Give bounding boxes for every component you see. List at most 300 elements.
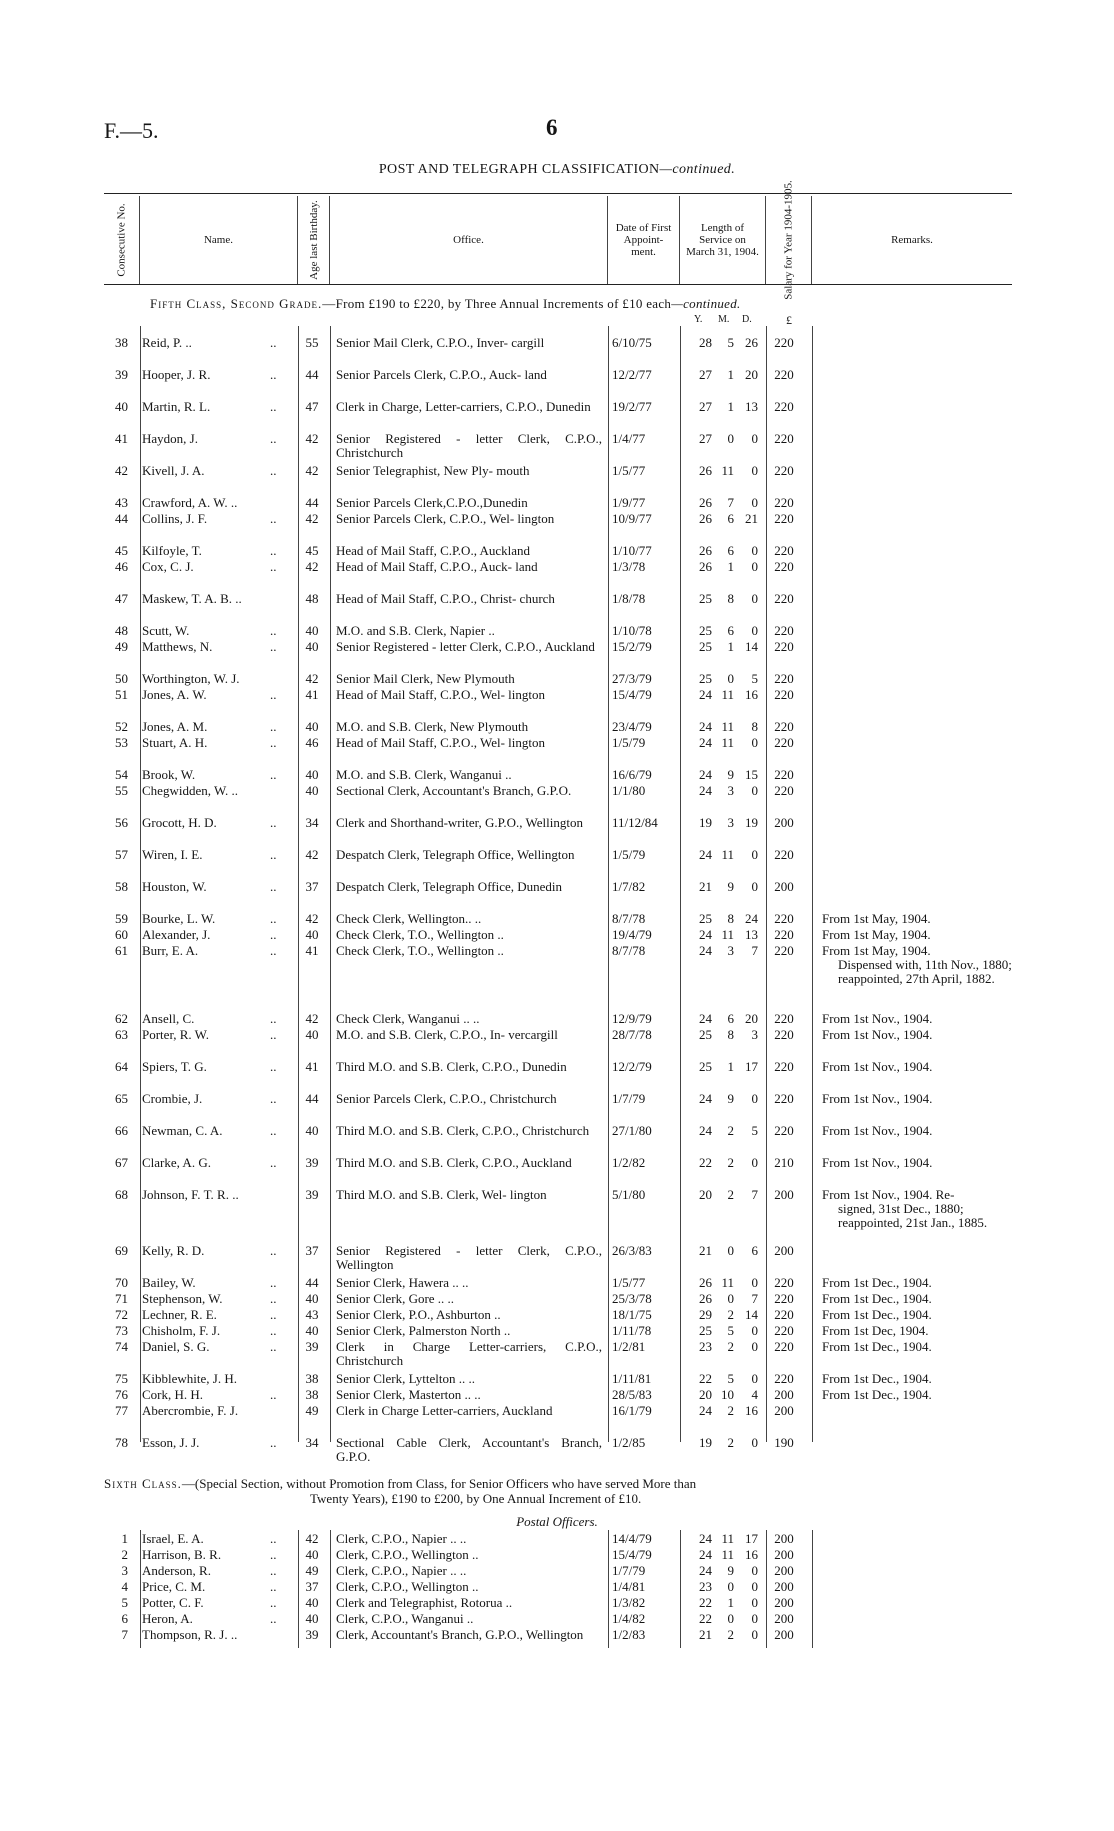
- office-cell: M.O. and S.B. Clerk, Napier ..: [336, 623, 495, 638]
- service-months: 9: [727, 1091, 734, 1106]
- appointment-date: 12/9/79: [612, 1011, 652, 1026]
- header-rule-bottom: [104, 284, 1012, 285]
- salary-cell: 220: [774, 1323, 794, 1338]
- office-cell: Senior Parcels Clerk, C.P.O., Wel- lington: [336, 511, 555, 526]
- office-cell: Head of Mail Staff, C.P.O., Auck- land: [336, 559, 538, 574]
- consecutive-no: 71: [115, 1291, 128, 1306]
- leader-dots: ..: [270, 927, 277, 942]
- remarks-cell: [822, 1388, 1012, 1402]
- appointment-date: 25/3/78: [612, 1291, 652, 1306]
- appointment-date: 19/4/79: [612, 927, 652, 942]
- office-cell: Senior Clerk, P.O., Ashburton ..: [336, 1307, 501, 1322]
- section-heading-sixth-class: Sixth Class.—(Special Section, without Promotion from Class, for Senior Officers who have served More than Twenty Years), £190 to £200, by One Annual Increment of £10.: [104, 1476, 697, 1506]
- service-days: 14: [745, 1307, 758, 1322]
- service-months: 0: [727, 1291, 734, 1306]
- service-days: 0: [751, 591, 758, 606]
- office-cell: Senior Registered - letter Clerk, C.P.O., Auckland: [336, 639, 595, 654]
- remarks-cell: [822, 1012, 1012, 1026]
- name-cell: Jones, A. M.: [142, 719, 208, 734]
- service-days: 4: [751, 1387, 758, 1402]
- service-years: 21: [699, 1243, 712, 1258]
- remarks-cell: [822, 1372, 1012, 1386]
- leader-dots: ..: [270, 1563, 277, 1578]
- name-cell: Chisholm, F. J.: [142, 1323, 221, 1338]
- age-cell: 44: [305, 367, 319, 382]
- office-cell: Clerk in Charge, Letter-carriers, C.P.O., Dunedin: [336, 399, 591, 414]
- service-months: 1: [727, 559, 734, 574]
- leader-dots: ..: [270, 1059, 277, 1074]
- name-cell: Ansell, C.: [142, 1011, 195, 1026]
- consecutive-no: 40: [115, 399, 128, 414]
- name-cell: Potter, C. F.: [142, 1595, 204, 1610]
- name-cell: Anderson, R.: [142, 1563, 211, 1578]
- name-cell: Newman, C. A.: [142, 1123, 223, 1138]
- salary-cell: 220: [774, 735, 794, 750]
- service-months: 0: [727, 1611, 734, 1626]
- office-cell: Senior Clerk, Lyttelton .. ..: [336, 1371, 476, 1386]
- service-days: 5: [751, 1123, 758, 1138]
- salary-cell: 220: [774, 463, 794, 478]
- remarks-text: From 1st Nov., 1904.: [822, 1059, 933, 1074]
- column-rule: [812, 1530, 813, 1648]
- appointment-date: 1/1/80: [612, 783, 646, 798]
- remarks-text: From 1st Dec., 1904.: [822, 1291, 932, 1306]
- service-days: 19: [745, 815, 758, 830]
- consecutive-no: 44: [115, 511, 128, 526]
- service-months: 7: [727, 495, 734, 510]
- column-rule: [608, 326, 609, 1442]
- section-heading-fifth-class: Fifth Class, Second Grade.—From £190 to £220, by Three Annual Increments of £10 each—continued.: [150, 296, 741, 311]
- salary-cell: 200: [774, 1611, 794, 1626]
- service-months: 9: [727, 879, 734, 894]
- unit-days: D.: [742, 314, 752, 325]
- leader-dots: ..: [270, 1531, 277, 1546]
- name-cell: Scutt, W.: [142, 623, 190, 638]
- leader-dots: ..: [270, 399, 277, 414]
- service-years: 23: [699, 1579, 712, 1594]
- salary-cell: 220: [774, 591, 794, 606]
- appointment-date: 1/7/79: [612, 1091, 646, 1106]
- service-years: 19: [699, 815, 712, 830]
- service-months: 6: [727, 511, 734, 526]
- office-cell: Senior Mail Clerk, New Plymouth: [336, 671, 515, 686]
- salary-cell: 220: [774, 367, 794, 382]
- leader-dots: ..: [270, 1307, 277, 1322]
- office-cell: Check Clerk, Wanganui .. ..: [336, 1011, 480, 1026]
- consecutive-no: 45: [115, 543, 128, 558]
- age-cell: 41: [305, 1059, 319, 1074]
- remarks-cell: [822, 1060, 1012, 1074]
- salary-cell: 200: [774, 1579, 794, 1594]
- consecutive-no: 67: [115, 1155, 128, 1170]
- service-years: 23: [699, 1339, 712, 1354]
- service-days: 16: [745, 687, 758, 702]
- salary-cell: 220: [774, 671, 794, 686]
- leader-dots: ..: [270, 847, 277, 862]
- service-years: 25: [699, 591, 712, 606]
- name-cell: Houston, W.: [142, 879, 207, 894]
- consecutive-no: 56: [115, 815, 128, 830]
- service-years: 27: [699, 367, 712, 382]
- service-months: 9: [727, 767, 734, 782]
- appointment-date: 16/6/79: [612, 767, 652, 782]
- consecutive-no: 55: [115, 783, 128, 798]
- office-cell: Senior Clerk, Gore .. ..: [336, 1291, 455, 1306]
- consecutive-no: 57: [115, 847, 128, 862]
- unit-months: M.: [718, 314, 730, 325]
- name-cell: Crombie, J.: [142, 1091, 203, 1106]
- name-cell: Thompson, R. J. ..: [142, 1627, 238, 1642]
- age-cell: 44: [305, 1275, 319, 1290]
- column-rule: [812, 326, 813, 1442]
- leader-dots: ..: [270, 1323, 277, 1338]
- name-cell: Abercrombie, F. J.: [142, 1403, 239, 1418]
- age-cell: 43: [305, 1307, 319, 1322]
- salary-cell: 220: [774, 399, 794, 414]
- service-days: 5: [751, 671, 758, 686]
- salary-cell: 220: [774, 927, 794, 942]
- salary-cell: 220: [774, 335, 794, 350]
- salary-cell: 200: [774, 1595, 794, 1610]
- service-years: 26: [699, 495, 712, 510]
- consecutive-no: 68: [115, 1187, 128, 1202]
- remarks-text: From 1st Dec., 1904.: [822, 1371, 932, 1386]
- remarks-cell: [822, 1188, 1012, 1230]
- remarks-cell: [822, 912, 1012, 926]
- name-cell: Porter, R. W.: [142, 1027, 210, 1042]
- office-cell: Sectional Cable Clerk, Accountant's Branch, G.P.O.: [336, 1435, 602, 1464]
- remarks-text: From 1st Dec., 1904.: [822, 1275, 932, 1290]
- office-cell: Senior Clerk, Hawera .. ..: [336, 1275, 469, 1290]
- appointment-date: 1/4/82: [612, 1611, 646, 1626]
- column-rule: [608, 1530, 609, 1648]
- leader-dots: ..: [270, 1155, 277, 1170]
- name-cell: Esson, J. J.: [142, 1435, 200, 1450]
- service-years: 21: [699, 879, 712, 894]
- leader-dots: ..: [270, 815, 277, 830]
- service-days: 20: [745, 1011, 758, 1026]
- salary-cell: 220: [774, 511, 794, 526]
- service-years: 26: [699, 511, 712, 526]
- service-months: 11: [721, 927, 734, 942]
- office-cell: Senior Mail Clerk, C.P.O., Inver- cargill: [336, 335, 545, 350]
- remarks-text: From 1st Dec., 1904.: [822, 1339, 932, 1354]
- service-days: 0: [751, 1323, 758, 1338]
- appointment-date: 28/7/78: [612, 1027, 652, 1042]
- name-cell: Lechner, R. E.: [142, 1307, 217, 1322]
- office-cell: Senior Clerk, Masterton .. ..: [336, 1387, 481, 1402]
- appointment-date: 1/3/78: [612, 559, 646, 574]
- service-months: 2: [727, 1435, 734, 1450]
- consecutive-no: 62: [115, 1011, 128, 1026]
- age-cell: 45: [305, 543, 319, 558]
- service-months: 8: [727, 911, 734, 926]
- consecutive-no: 42: [115, 463, 128, 478]
- appointment-date: 1/7/82: [612, 879, 646, 894]
- service-months: 0: [727, 671, 734, 686]
- office-cell: Third M.O. and S.B. Clerk, C.P.O., Christchurch: [336, 1123, 590, 1138]
- age-cell: 39: [305, 1627, 319, 1642]
- appointment-date: 16/1/79: [612, 1403, 652, 1418]
- leader-dots: ..: [270, 1611, 277, 1626]
- name-cell: Daniel, S. G.: [142, 1339, 210, 1354]
- header-length: Length of Service on March 31, 1904.: [680, 196, 766, 284]
- service-months: 6: [727, 623, 734, 638]
- service-months: 1: [727, 1595, 734, 1610]
- remarks-text: From 1st May, 1904.: [822, 943, 931, 958]
- service-days: 0: [751, 559, 758, 574]
- age-cell: 34: [305, 815, 319, 830]
- leader-dots: ..: [270, 1387, 277, 1402]
- salary-cell: 200: [774, 1627, 794, 1642]
- age-cell: 40: [305, 1547, 319, 1562]
- name-cell: Bailey, W.: [142, 1275, 196, 1290]
- service-months: 11: [721, 687, 734, 702]
- salary-cell: 200: [774, 1387, 794, 1402]
- office-cell: Clerk, C.P.O., Napier .. ..: [336, 1563, 467, 1578]
- consecutive-no: 77: [115, 1403, 128, 1418]
- service-months: 8: [727, 591, 734, 606]
- service-years: 26: [699, 543, 712, 558]
- service-days: 0: [751, 1611, 758, 1626]
- consecutive-no: 48: [115, 623, 128, 638]
- salary-cell: 220: [774, 1371, 794, 1386]
- age-cell: 42: [305, 431, 319, 446]
- service-years: 26: [699, 1275, 712, 1290]
- service-days: 13: [745, 927, 758, 942]
- service-days: 15: [745, 767, 758, 782]
- leader-dots: ..: [270, 463, 277, 478]
- appointment-date: 26/3/83: [612, 1243, 652, 1258]
- office-cell: Sectional Clerk, Accountant's Branch, G.P.O.: [336, 783, 572, 798]
- appointment-date: 8/7/78: [612, 911, 646, 926]
- service-months: 11: [721, 719, 734, 734]
- column-rule: [330, 1530, 331, 1648]
- salary-cell: 200: [774, 1547, 794, 1562]
- name-cell: Alexander, J.: [142, 927, 211, 942]
- service-months: 2: [727, 1339, 734, 1354]
- appointment-date: 1/8/78: [612, 591, 646, 606]
- consecutive-no: 60: [115, 927, 128, 942]
- leader-dots: ..: [270, 511, 277, 526]
- salary-cell: 220: [774, 911, 794, 926]
- consecutive-no: 46: [115, 559, 128, 574]
- consecutive-no: 74: [115, 1339, 128, 1354]
- appointment-date: 8/7/78: [612, 943, 646, 958]
- service-years: 22: [699, 1155, 712, 1170]
- age-cell: 40: [305, 623, 319, 638]
- consecutive-no: 38: [115, 335, 128, 350]
- service-years: 25: [699, 623, 712, 638]
- remarks-text: From 1st Nov., 1904.: [822, 1091, 933, 1106]
- service-years: 25: [699, 639, 712, 654]
- age-cell: 40: [305, 1323, 319, 1338]
- name-cell: Haydon, J.: [142, 431, 198, 446]
- age-cell: 40: [305, 639, 319, 654]
- consecutive-no: 78: [115, 1435, 128, 1450]
- service-years: 24: [699, 719, 712, 734]
- salary-cell: 220: [774, 559, 794, 574]
- appointment-date: 1/3/82: [612, 1595, 646, 1610]
- consecutive-no: 47: [115, 591, 128, 606]
- service-days: 0: [751, 431, 758, 446]
- office-cell: Clerk in Charge Letter-carriers, C.P.O., Christchurch: [336, 1339, 602, 1368]
- service-years: 24: [699, 943, 712, 958]
- service-days: 8: [751, 719, 758, 734]
- salary-cell: 220: [774, 1275, 794, 1290]
- remarks-text: From 1st Dec., 1904.: [822, 1387, 932, 1402]
- leader-dots: ..: [270, 879, 277, 894]
- remarks-cell: [822, 1340, 1012, 1354]
- age-cell: 42: [305, 847, 319, 862]
- office-cell: Head of Mail Staff, C.P.O., Wel- lington: [336, 735, 545, 750]
- age-cell: 39: [305, 1155, 319, 1170]
- name-cell: Grocott, H. D.: [142, 815, 217, 830]
- service-months: 1: [727, 367, 734, 382]
- name-cell: Hooper, J. R.: [142, 367, 211, 382]
- office-cell: Senior Telegraphist, New Ply- mouth: [336, 463, 530, 478]
- consecutive-no: 61: [115, 943, 128, 958]
- office-cell: Head of Mail Staff, C.P.O., Christ- church: [336, 591, 555, 606]
- service-days: 7: [751, 1187, 758, 1202]
- name-cell: Martin, R. L.: [142, 399, 211, 414]
- service-years: 19: [699, 1435, 712, 1450]
- leader-dots: ..: [270, 1091, 277, 1106]
- age-cell: 38: [305, 1387, 319, 1402]
- salary-cell: 220: [774, 767, 794, 782]
- consecutive-no: 75: [115, 1371, 128, 1386]
- service-months: 0: [727, 1243, 734, 1258]
- service-years: 24: [699, 1403, 712, 1418]
- service-days: 0: [751, 495, 758, 510]
- salary-cell: 220: [774, 943, 794, 958]
- office-cell: Clerk, C.P.O., Napier .. ..: [336, 1531, 467, 1546]
- leader-dots: ..: [270, 719, 277, 734]
- service-days: 0: [751, 1563, 758, 1578]
- service-years: 22: [699, 1595, 712, 1610]
- age-cell: 44: [305, 1091, 319, 1106]
- name-cell: Cox, C. J.: [142, 559, 194, 574]
- name-cell: Collins, J. F.: [142, 511, 208, 526]
- unit-years: Y.: [694, 314, 703, 325]
- service-months: 0: [727, 431, 734, 446]
- service-days: 0: [751, 735, 758, 750]
- service-years: 25: [699, 1059, 712, 1074]
- service-years: 24: [699, 735, 712, 750]
- appointment-date: 18/1/75: [612, 1307, 652, 1322]
- age-cell: 37: [305, 1243, 319, 1258]
- service-years: 24: [699, 687, 712, 702]
- age-cell: 48: [305, 591, 319, 606]
- service-days: 24: [745, 911, 758, 926]
- service-months: 5: [727, 1323, 734, 1338]
- page-title: POST AND TELEGRAPH CLASSIFICATION—continued.: [378, 162, 736, 177]
- appointment-date: 27/1/80: [612, 1123, 652, 1138]
- consecutive-no: 51: [115, 687, 128, 702]
- leader-dots: ..: [270, 687, 277, 702]
- salary-cell: 220: [774, 783, 794, 798]
- leader-dots: ..: [270, 367, 277, 382]
- service-days: 16: [745, 1403, 758, 1418]
- service-years: 24: [699, 1091, 712, 1106]
- service-days: 0: [751, 623, 758, 638]
- age-cell: 49: [305, 1403, 319, 1418]
- service-days: 0: [751, 1595, 758, 1610]
- service-months: 8: [727, 1027, 734, 1042]
- service-months: 11: [721, 1547, 734, 1562]
- name-cell: Brook, W.: [142, 767, 196, 782]
- service-years: 28: [699, 335, 712, 350]
- service-days: 13: [745, 399, 758, 414]
- service-days: 0: [751, 1371, 758, 1386]
- service-days: 0: [751, 1155, 758, 1170]
- leader-dots: ..: [270, 735, 277, 750]
- name-cell: Kelly, R. D.: [142, 1243, 205, 1258]
- name-cell: Worthington, W. J.: [142, 671, 240, 686]
- appointment-date: 5/1/80: [612, 1187, 646, 1202]
- consecutive-no: 63: [115, 1027, 128, 1042]
- age-cell: 39: [305, 1339, 319, 1354]
- salary-cell: 220: [774, 543, 794, 558]
- unit-pounds: £: [786, 313, 792, 327]
- salary-cell: 200: [774, 1531, 794, 1546]
- appointment-date: 10/9/77: [612, 511, 652, 526]
- appointment-date: 1/4/81: [612, 1579, 646, 1594]
- appointment-date: 1/9/77: [612, 495, 646, 510]
- service-days: 3: [751, 1027, 758, 1042]
- office-cell: Head of Mail Staff, C.P.O., Auckland: [336, 543, 531, 558]
- service-years: 25: [699, 1323, 712, 1338]
- service-months: 1: [727, 1059, 734, 1074]
- appointment-date: 1/5/79: [612, 847, 646, 862]
- appointment-date: 6/10/75: [612, 335, 652, 350]
- header-office: Office.: [330, 196, 608, 284]
- appointment-date: 1/2/85: [612, 1435, 646, 1450]
- remarks-cell: [822, 928, 1012, 942]
- service-months: 11: [721, 1531, 734, 1546]
- leader-dots: ..: [270, 1011, 277, 1026]
- consecutive-no: 41: [115, 431, 128, 446]
- leader-dots: ..: [270, 335, 277, 350]
- name-cell: Matthews, N.: [142, 639, 213, 654]
- remarks-text-continued: Dispensed with, 11th Nov., 1880; reappointed, 27th April, 1882.: [838, 957, 1012, 986]
- name-cell: Harrison, B. R.: [142, 1547, 222, 1562]
- office-cell: Despatch Clerk, Telegraph Office, Dunedin: [336, 879, 563, 894]
- name-cell: Johnson, F. T. R. ..: [142, 1187, 239, 1202]
- header-name: Name.: [140, 196, 298, 284]
- appointment-date: 28/5/83: [612, 1387, 652, 1402]
- service-years: 26: [699, 1291, 712, 1306]
- consecutive-no: 49: [115, 639, 128, 654]
- remarks-text: From 1st May, 1904.: [822, 927, 931, 942]
- service-months: 6: [727, 1011, 734, 1026]
- leader-dots: ..: [270, 623, 277, 638]
- salary-cell: 220: [774, 687, 794, 702]
- service-years: 25: [699, 671, 712, 686]
- age-cell: 40: [305, 927, 319, 942]
- office-cell: Check Clerk, T.O., Wellington ..: [336, 943, 504, 958]
- service-years: 20: [699, 1187, 712, 1202]
- service-days: 7: [751, 943, 758, 958]
- service-months: 11: [721, 735, 734, 750]
- service-months: 1: [727, 399, 734, 414]
- column-rule: [298, 1530, 299, 1648]
- appointment-date: 15/4/79: [612, 687, 652, 702]
- leader-dots: ..: [270, 911, 277, 926]
- appointment-date: 1/2/82: [612, 1155, 646, 1170]
- office-cell: M.O. and S.B. Clerk, C.P.O., In- vercargill: [336, 1027, 558, 1042]
- leader-dots: ..: [270, 1027, 277, 1042]
